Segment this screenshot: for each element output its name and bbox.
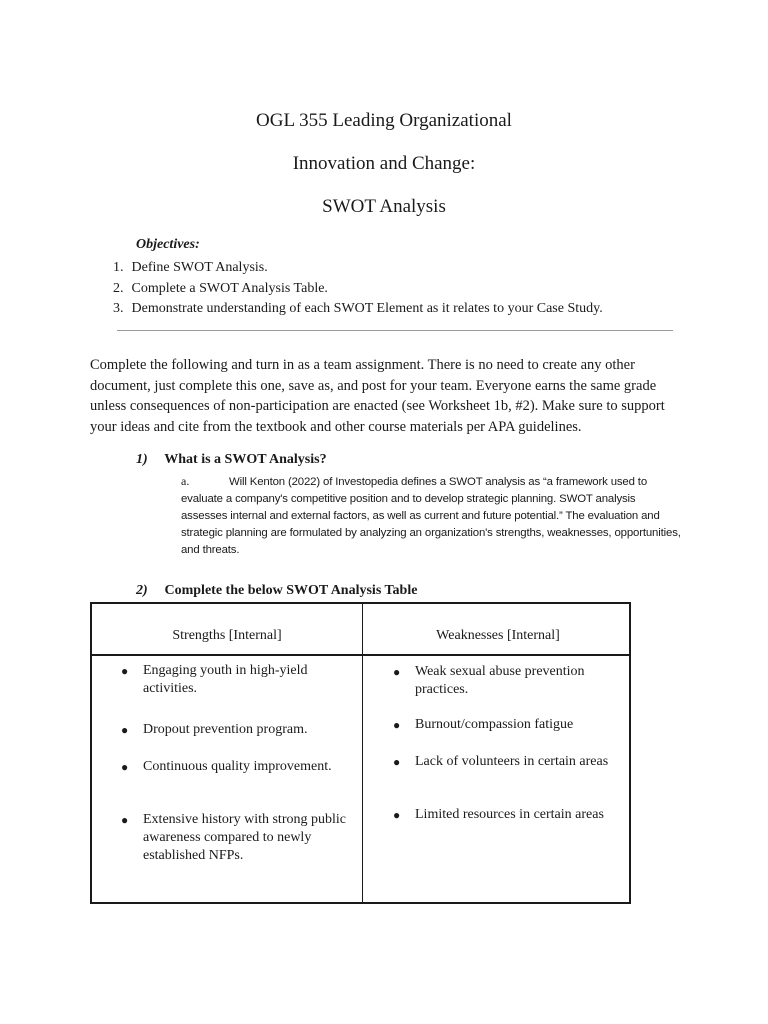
question-2-text: Complete the below SWOT Analysis Table (164, 583, 418, 598)
strengths-header: Strengths [Internal] (172, 628, 282, 643)
objective-item: 2. Complete a SWOT Analysis Table. (113, 280, 328, 296)
weakness-item: ● Burnout/compassion fatigue (393, 717, 574, 732)
bullet-icon: ● (121, 664, 129, 678)
bullet-icon: ● (393, 755, 401, 769)
objective-item: 3. Demonstrate understanding of each SWOT Element as it relates to your Case Study. (113, 301, 603, 316)
question-2 (136, 583, 417, 599)
answer-label: a. (181, 474, 190, 488)
table-column-divider (362, 604, 363, 902)
intro-paragraph: Complete the following and turn in as a team assignment. There is no need to create any other document, just complete this one, save as, and post for your team. Everyone earns the same grade unless consequences of non-participation are enacted (see Worksheet 1b, #2). Make sure to support your ideas and cite from the textbook and other course materials per APA guidelines. (90, 357, 665, 435)
answer-text: Will Kenton (2022) of Investopedia defines a SWOT analysis as “a framework used to evaluate a company's competitive position and to develop strategic planning. SWOT analysis assesses internal and external factors, as well as current and future potential.” The evaluation and strategic planning are formulated by analyzing an organization's strengths, weaknesses, opportunities, and threats. (181, 476, 681, 556)
strength-item: ● Extensive history with strong public awareness compared to newly established NFPs. (121, 812, 346, 863)
swot-table (90, 602, 631, 904)
objectives-heading: Objectives: (136, 237, 200, 252)
table-header-divider (92, 654, 629, 656)
doc-title-line-1: OGL 355 Leading Organizational (256, 110, 512, 131)
question-2-number: 2) (136, 583, 148, 598)
bullet-icon: ● (393, 718, 401, 732)
question-1-text: What is a SWOT Analysis? (164, 452, 327, 467)
objectives-list (113, 258, 603, 320)
strength-item: ● Continuous quality improvement. (121, 759, 332, 774)
doc-title-line-3: SWOT Analysis (322, 196, 446, 217)
bullet-icon: ● (393, 665, 401, 679)
bullet-icon: ● (121, 760, 129, 774)
bullet-icon: ● (393, 808, 401, 822)
weakness-item: ● Weak sexual abuse prevention practices. (393, 664, 585, 697)
weakness-item: ● Limited resources in certain areas (393, 807, 604, 822)
weaknesses-header: Weaknesses [Internal] (436, 628, 560, 643)
horizontal-divider (117, 330, 673, 331)
strength-item: ● Dropout prevention program. (121, 722, 308, 737)
question-1 (136, 452, 327, 468)
question-1-number: 1) (136, 452, 148, 467)
strength-item: ● Engaging youth in high-yield activities. (121, 663, 308, 696)
objective-item: 1. Define SWOT Analysis. (113, 260, 268, 275)
weakness-item: ● Lack of volunteers in certain areas (393, 754, 609, 769)
doc-title-line-2: Innovation and Change: (292, 153, 476, 174)
bullet-icon: ● (121, 723, 129, 737)
bullet-icon: ● (121, 813, 129, 827)
